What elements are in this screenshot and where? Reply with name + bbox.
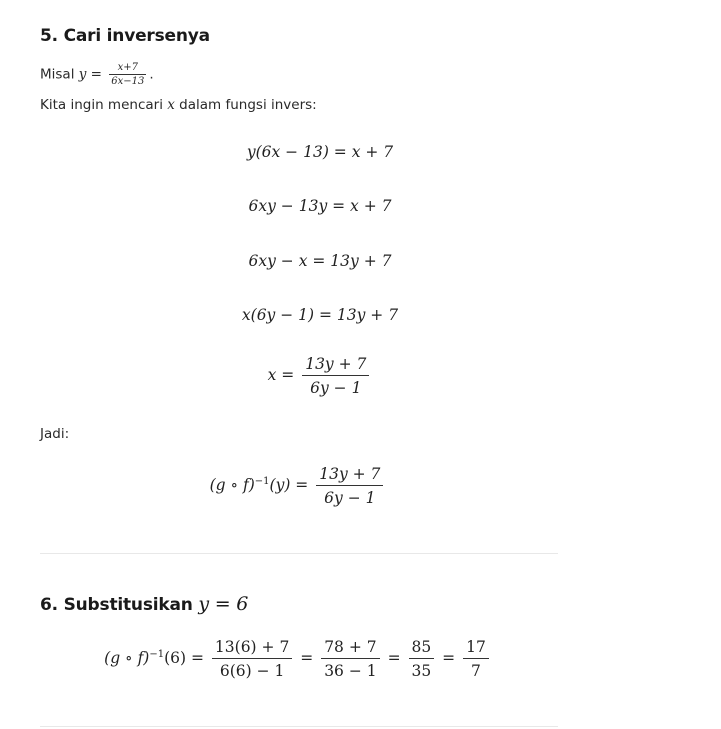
result-lhs: (g ∘ f) (209, 476, 255, 494)
sub-equals-1: = (300, 649, 314, 667)
substitution-equation (0, 638, 596, 680)
sub-lhs: (g ∘ f) (104, 649, 150, 667)
section-6-title-text: 6. Substitusikan (40, 595, 193, 615)
result-sup: −1 (254, 475, 270, 487)
solve-lhs: x = (267, 366, 295, 384)
sub-fraction-4-den: 7 (471, 662, 481, 680)
solve-equation (0, 355, 640, 397)
step-equation-4: x(6y − 1) = 13y + 7 (241, 306, 399, 324)
section-divider-2 (40, 726, 558, 727)
sub-fraction-3-den: 35 (411, 662, 432, 680)
sub-fraction-3 (409, 638, 435, 680)
intro-text: Kita ingin mencari (40, 97, 163, 113)
sub-fraction-2-den: 36 − 1 (324, 662, 377, 680)
sub-fraction-3-num: 85 (409, 638, 435, 659)
intro-line (40, 97, 317, 113)
intro-rest: dalam fungsi invers: (179, 97, 317, 113)
sub-fraction-4-num: 17 (463, 638, 489, 659)
sub-lhs-arg: (6) = (164, 649, 204, 667)
sub-fraction-1 (212, 638, 292, 680)
step-equation-3: 6xy − x = 13y + 7 (248, 252, 392, 270)
misal-line (40, 62, 154, 87)
misal-lhs: y = (78, 66, 102, 83)
sub-equals-3: = (442, 649, 456, 667)
result-equation (0, 465, 596, 507)
sub-fraction-2 (321, 638, 379, 680)
result-arg: (y) = (269, 476, 309, 494)
step-equation-2: 6xy − 13y = x + 7 (248, 197, 392, 215)
sub-fraction-1-num: 13(6) + 7 (212, 638, 292, 659)
section-5-title: 5. Cari inversenya (40, 26, 210, 46)
step-equation-1: y(6x − 13) = x + 7 (246, 143, 394, 161)
sub-fraction-4 (463, 638, 489, 680)
solve-numerator: 13y + 7 (302, 355, 369, 376)
sub-lhs-sup: −1 (149, 648, 165, 660)
solve-fraction (302, 355, 369, 397)
misal-suffix: . (149, 66, 154, 83)
solve-denominator: 6y − 1 (310, 379, 362, 397)
result-numerator: 13y + 7 (316, 465, 383, 486)
misal-numerator: x+7 (109, 62, 146, 75)
jadi-label: Jadi: (40, 426, 70, 442)
misal-prefix: Misal (40, 66, 75, 83)
sub-fraction-2-num: 78 + 7 (321, 638, 379, 659)
intro-var: x (167, 97, 175, 113)
sub-fraction-1-den: 6(6) − 1 (219, 662, 285, 680)
sub-equals-2: = (387, 649, 401, 667)
section-6-title (40, 593, 248, 615)
misal-fraction (109, 62, 146, 87)
section-divider-1 (40, 553, 558, 554)
misal-denominator: 6x−13 (111, 76, 145, 87)
result-fraction (316, 465, 383, 507)
result-denominator: 6y − 1 (324, 489, 376, 507)
section-6-title-math: y = 6 (198, 593, 249, 615)
